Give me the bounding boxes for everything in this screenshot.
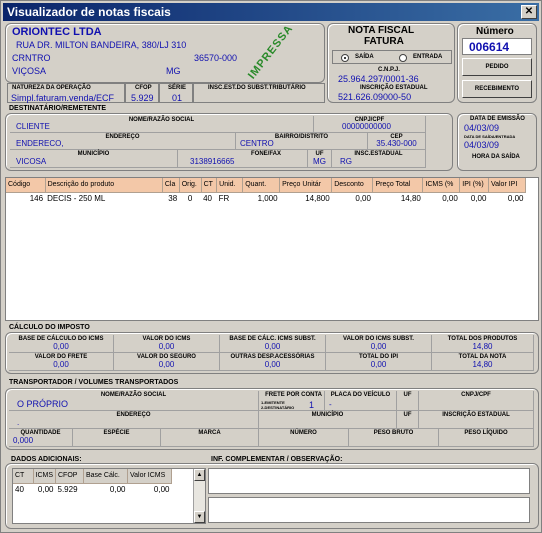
dest-uf-label: UF: [315, 151, 324, 157]
transp-uf2-label: UF: [403, 412, 412, 418]
dest-nome-cell: [10, 116, 314, 133]
col-ipi[interactable]: IPI (%): [460, 178, 489, 192]
dest-cep: 35.430-000: [376, 139, 417, 148]
transp-endereco-cell: [9, 411, 259, 429]
especie-cell: [73, 429, 161, 447]
dest-fone: 3138916665: [190, 157, 235, 166]
col-orig[interactable]: Orig.: [179, 178, 201, 192]
impressa-stamp: IMPRESSA: [245, 22, 296, 82]
col-preco-unitario[interactable]: Preço Unitár: [280, 178, 332, 192]
cell-icms: 0,00: [442, 194, 458, 204]
cell-ct: 40: [203, 194, 212, 204]
peso-liquido-label: PESO LÍQUIDO: [464, 430, 508, 436]
numero-value: 006614: [469, 40, 510, 54]
nota-subtitle: FATURA: [364, 36, 404, 47]
cell-cla: 38: [168, 194, 178, 204]
dest-nome: CLIENTE: [16, 122, 50, 131]
col-descricao[interactable]: Descrição do produto: [45, 178, 162, 192]
serie-value: 01: [172, 93, 183, 103]
base-icms-value: 0,00: [53, 342, 69, 351]
serie-box: [159, 83, 193, 103]
emitter-name: ORIONTEC LTDA: [12, 26, 102, 38]
numero-panel: [457, 23, 537, 103]
ad-col-icms[interactable]: ICMS: [33, 469, 56, 483]
dest-municipio: VICOSA: [16, 157, 47, 166]
items-header-row: [6, 178, 526, 192]
transp-endereco-label: ENDEREÇO: [116, 412, 151, 418]
base-icms-cell: [9, 335, 114, 353]
transp-ie-cell: [419, 411, 534, 429]
placa-label: PLACA DO VEÍCULO: [330, 392, 391, 398]
quantidade-value: 0,000: [13, 436, 34, 445]
total-nota-cell: [432, 353, 534, 371]
entrada-label: ENTRADA: [413, 54, 443, 60]
cell-codigo: 146: [29, 194, 44, 204]
ad-cell-cfop: 5.929: [57, 485, 78, 495]
scroll-up-icon[interactable]: ▲: [194, 469, 205, 481]
cell-quant: 1,000: [257, 194, 278, 204]
frete-value: 1: [309, 400, 315, 410]
cfop-box: [125, 83, 159, 103]
natureza-value: Simpl.faturam.venda/ECF: [11, 93, 115, 103]
transp-municipio-label: MUNICÍPIO: [311, 412, 344, 418]
ad-cell-valor-icms: 0,00: [153, 485, 170, 495]
valor-frete-value: 0,00: [53, 360, 69, 369]
total-produtos-cell: [432, 335, 534, 353]
total-ipi-label: TOTAL DO IPI: [358, 354, 398, 360]
nota-cnpj-label: C.N.P.J.: [378, 67, 400, 73]
base-icms-subst-cell: [220, 335, 326, 353]
frete-cell: [259, 391, 325, 411]
saida-radio[interactable]: [341, 53, 349, 62]
total-produtos-label: TOTAL DOS PRODUTOS: [447, 336, 518, 342]
frete-opt1: 1-EMITENTE: [261, 400, 285, 405]
valor-icms-value: 0,00: [158, 342, 175, 351]
transp-numero-cell: [259, 429, 349, 447]
transp-nome-label: NOME/RAZÃO SOCIAL: [100, 392, 167, 398]
dest-cnpj: 00000000000: [342, 122, 391, 131]
cell-unid: FR: [218, 194, 230, 204]
dest-nome-label: NOME/RAZÃO SOCIAL: [128, 117, 195, 123]
table-row[interactable]: [6, 192, 526, 205]
dest-endereco-cell: [10, 133, 236, 150]
dest-bairro-label: BAIRRO/DISTRITO: [274, 134, 329, 140]
col-icms[interactable]: ICMS (%: [423, 178, 460, 192]
placa-value: -: [329, 400, 332, 409]
adicionais-header-row: [13, 469, 172, 483]
ad-col-base[interactable]: Base Cálc.: [84, 469, 128, 483]
valor-seguro-cell: [114, 353, 220, 371]
transp-section-title: TRANSPORTADOR / VOLUMES TRANSPORTADOS: [9, 379, 179, 386]
col-unid[interactable]: Unid.: [217, 178, 243, 192]
adicionais-table: [13, 469, 172, 496]
table-row[interactable]: [13, 483, 172, 496]
close-button[interactable]: ✕: [521, 5, 537, 19]
adicionais-section-title: DADOS ADICIONAIS:: [11, 456, 82, 463]
total-ipi-cell: [326, 353, 432, 371]
dest-uf: MG: [313, 157, 326, 166]
transp-cnpj-label: CNPJ/CPF: [461, 392, 491, 398]
dest-uf-cell: [308, 150, 332, 168]
dest-municipio-label: MUNICÍPIO: [77, 151, 110, 157]
dest-panel: [5, 113, 453, 171]
cell-preco-unitario: 14,800: [305, 194, 330, 204]
emitter-address: RUA DR. MILTON BANDEIRA, 380/LJ 310: [16, 40, 187, 50]
total-produtos-value: 14,80: [472, 342, 493, 351]
peso-bruto-label: PESO BRUTO: [373, 430, 414, 436]
marca-label: MARCA: [198, 430, 221, 436]
transp-nome-cell: [9, 391, 259, 411]
valor-icms-cell: [114, 335, 220, 353]
cell-preco-total: 14,80: [400, 194, 421, 204]
recebimento-button[interactable]: RECEBIMENTO: [462, 80, 532, 98]
emitter-cep: 36570-000: [194, 53, 238, 63]
valor-icms-subst-value: 0,00: [370, 342, 387, 351]
emitter-district: CRNTRO: [12, 53, 51, 63]
transp-uf-label: UF: [403, 392, 412, 398]
saida-label: SAÍDA: [355, 54, 374, 60]
col-quant[interactable]: Quant.: [243, 178, 280, 192]
col-desconto[interactable]: Desconto: [332, 178, 373, 192]
especie-label: ESPÉCIE: [103, 430, 130, 436]
emitter-uf: MG: [166, 66, 181, 76]
valor-icms-label: VALOR DO ICMS: [142, 336, 191, 342]
ad-col-ct[interactable]: CT: [13, 469, 33, 483]
adicionais-panel: [5, 463, 539, 529]
transp-endereco: .: [17, 418, 20, 427]
emitter-panel: [5, 23, 325, 83]
transp-nome: O PRÓPRIO: [17, 399, 69, 409]
ad-col-cfop[interactable]: CFOP: [56, 469, 84, 483]
placa-cell: [325, 391, 397, 411]
total-ipi-value: 0,00: [370, 360, 387, 369]
nota-ie: 521.626.09000-50: [338, 92, 412, 102]
dest-section-title: DESTINATÁRIO/REMETENTE: [9, 105, 107, 112]
natureza-box: [7, 83, 125, 103]
outras-despesas-cell: [220, 353, 326, 371]
base-icms-subst-value: 0,00: [264, 342, 281, 351]
cell-valor-ipi: 0,00: [507, 194, 524, 204]
nota-title: NOTA FISCAL: [348, 25, 415, 36]
ad-cell-icms: 0,00: [37, 485, 54, 495]
cell-ipi: 0,00: [470, 194, 487, 204]
subst-label: INSC.EST.DO SUBST.TRIBUTÁRIO: [208, 85, 306, 91]
adicionais-grid[interactable]: [12, 468, 206, 524]
dates-panel: [457, 113, 537, 171]
nota-ie-label: INSCRIÇÃO ESTADUAL: [360, 85, 428, 91]
peso-liquido-cell: [439, 429, 534, 447]
transp-cnpj-cell: [419, 391, 534, 411]
entrada-radio[interactable]: [399, 53, 407, 62]
pedido-button[interactable]: PEDIDO: [462, 58, 532, 76]
col-cla[interactable]: Cla: [162, 178, 179, 192]
base-icms-label: BASE DE CÁLCULO DO ICMS: [18, 336, 104, 342]
emitter-city: VIÇOSA: [12, 66, 47, 76]
cell-orig: 0: [187, 194, 193, 204]
ad-col-valor-icms[interactable]: Valor ICMS: [128, 469, 172, 483]
quantidade-label: QUANTIDADE: [20, 430, 61, 436]
dest-ie-label: INSC.ESTADUAL: [354, 151, 403, 157]
nota-cnpj: 25.964.297/0001-36: [338, 74, 419, 84]
dest-cnpj-label: CNPJ/CPF: [354, 117, 385, 123]
window-title: Visualizador de notas fiscais: [7, 5, 171, 19]
serie-label: SÉRIE: [168, 85, 187, 91]
ad-cell-base: 0,00: [109, 485, 126, 495]
frete-opt2: 2-DESTINATÁRIO: [261, 405, 295, 410]
dest-ie: RG: [340, 157, 352, 166]
transp-municipio-cell: [259, 411, 397, 429]
ad-cell-ct: 40: [15, 485, 24, 495]
inf-complementar-title: INF. COMPLEMENTAR / OBSERVAÇÃO:: [211, 456, 343, 463]
dest-cep-label: CEP: [390, 134, 403, 140]
imposto-section-title: CÁLCULO DO IMPOSTO: [9, 324, 90, 331]
saida-entrada-group: [332, 50, 452, 64]
valor-icms-subst-cell: [326, 335, 432, 353]
outras-despesas-value: 0,00: [264, 360, 281, 369]
valor-frete-label: VALOR DO FRETE: [34, 354, 88, 360]
items-table: [6, 178, 526, 205]
transp-uf2-cell: [397, 411, 419, 429]
saida-data-label: DATA DE SAÍDA/ENTRADA: [464, 134, 516, 139]
subst-box: [193, 83, 325, 103]
col-ct[interactable]: CT: [201, 178, 217, 192]
dest-cep-cell: [368, 133, 426, 150]
col-codigo[interactable]: Código: [6, 178, 45, 192]
col-preco-total[interactable]: Preço Total: [373, 178, 423, 192]
frete-label: FRETE POR CONTA: [265, 392, 322, 398]
dest-endereco-label: ENDEREÇO: [105, 134, 140, 140]
inf-complementar-field-1[interactable]: [208, 468, 530, 494]
emissao-label: DATA DE EMISSÃO: [470, 116, 525, 122]
peso-bruto-cell: [349, 429, 439, 447]
valor-seguro-value: 0,00: [158, 360, 175, 369]
saida-data-value: 04/03/09: [464, 140, 500, 150]
nota-panel: [327, 23, 455, 103]
valor-icms-subst-label: VALOR DO ICMS SUBST.: [343, 336, 414, 342]
transp-numero-label: NÚMERO: [290, 430, 317, 436]
items-grid[interactable]: [5, 177, 539, 321]
outras-despesas-label: OUTRAS DESP.ACESSÓRIAS: [230, 354, 315, 360]
dest-fone-cell: [178, 150, 308, 168]
dest-cnpj-cell: [314, 116, 426, 133]
transp-ie-label: INSCRIÇÃO ESTADUAL: [442, 412, 510, 418]
dest-municipio-cell: [10, 150, 178, 168]
natureza-label: NATUREZA DA OPERAÇÃO: [12, 85, 91, 91]
transp-panel: [5, 388, 539, 450]
dest-endereco: ENDERECO,: [16, 139, 64, 148]
scroll-down-icon[interactable]: ▼: [194, 511, 205, 523]
emissao-value: 04/03/09: [464, 123, 500, 133]
transp-uf-cell: [397, 391, 419, 411]
quantidade-cell: [9, 429, 73, 447]
base-icms-subst-label: BASE DE CÁLC. ICMS SUBST.: [229, 336, 316, 342]
dest-bairro: CENTRO: [240, 139, 274, 148]
valor-frete-cell: [9, 353, 114, 371]
cell-desconto: 0,00: [355, 194, 371, 204]
dest-bairro-cell: [236, 133, 368, 150]
cfop-value: 5.929: [131, 93, 154, 103]
cell-descricao: DECIS - 250 ML: [47, 194, 106, 204]
total-nota-label: TOTAL DA NOTA: [458, 354, 507, 360]
imposto-panel: [5, 332, 539, 374]
valor-seguro-label: VALOR DO SEGURO: [137, 354, 196, 360]
dest-ie-cell: [332, 150, 426, 168]
numero-label: Número: [476, 26, 514, 37]
dest-fone-label: FONE/FAX: [250, 151, 281, 157]
title-bar: [3, 3, 539, 21]
marca-cell: [161, 429, 259, 447]
inf-complementar-field-2[interactable]: [208, 497, 530, 523]
hora-label: HORA DA SAÍDA: [472, 154, 520, 160]
cfop-label: CFOP: [135, 85, 152, 91]
numero-field: [462, 38, 532, 55]
adicionais-scrollbar[interactable]: [193, 469, 205, 523]
col-valor-ipi[interactable]: Valor IPI: [488, 178, 525, 192]
total-nota-value: 14,80: [472, 360, 493, 369]
